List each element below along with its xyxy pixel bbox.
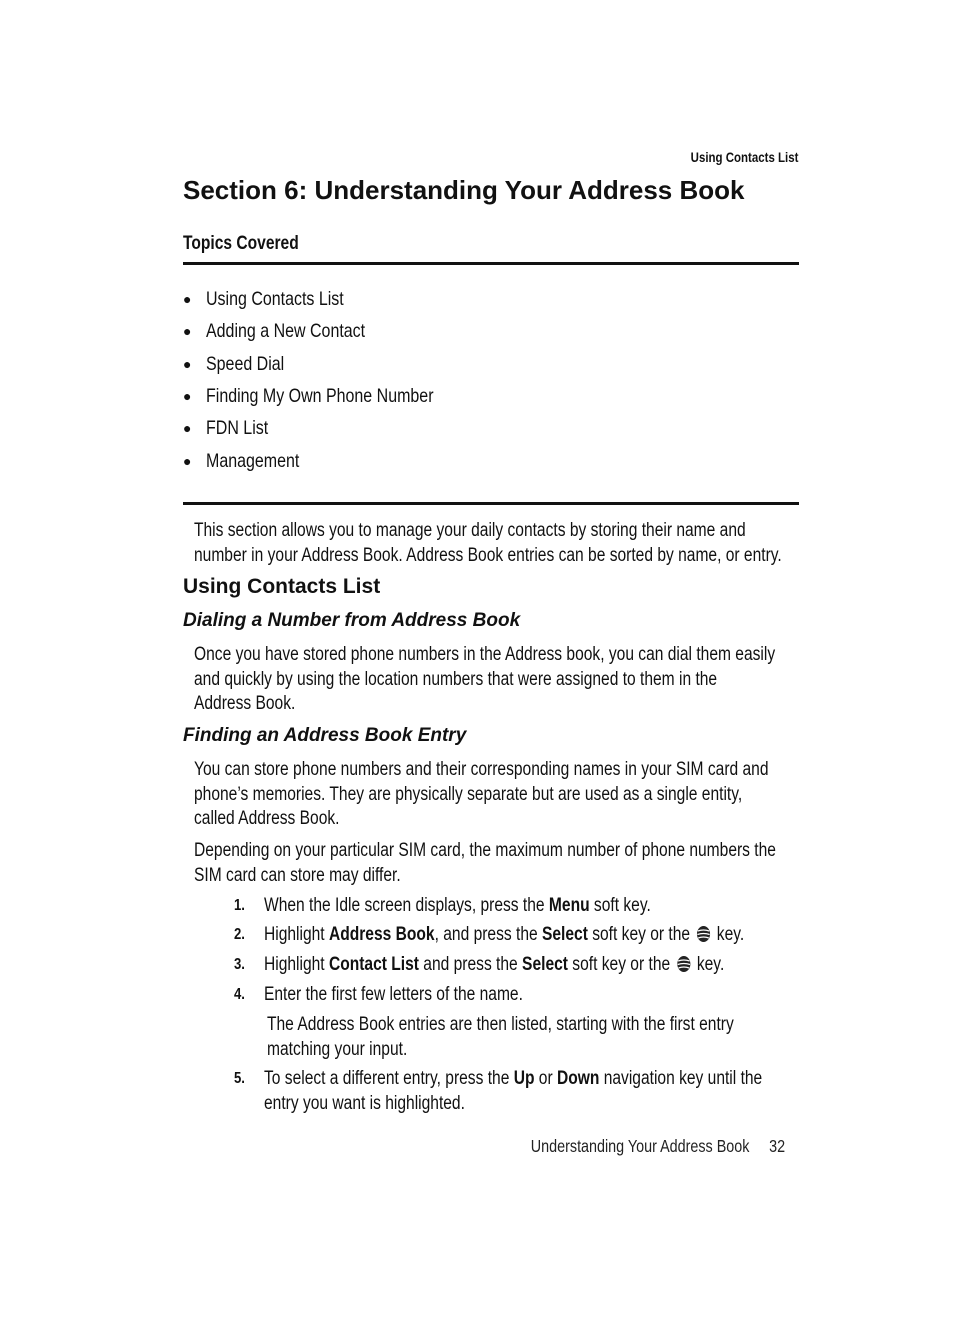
page-footer [475,1136,785,1157]
topic-label: FDN List [206,417,269,439]
topics-heading: Topics Covered [183,233,299,254]
running-head: Using Contacts List [690,149,798,165]
topic-label: Adding a New Contact [206,320,366,342]
topic-label: Finding My Own Phone Number [206,385,434,407]
finding-paragraph-1: You can store phone numbers and their corresponding names in your SIM card and phone’s memories. They are physically separate but are used as a single entity, called Address Book. [194,759,769,829]
page-number: 32 [769,1136,785,1156]
step-number: 4. [234,986,245,1003]
heading-using-contacts-list: Using Contacts List [183,575,381,598]
topic-label: Speed Dial [206,353,285,375]
topic-label: Management [206,450,300,472]
top-rule [183,262,799,265]
heading-finding-entry: Finding an Address Book Entry [183,725,467,746]
section-title: Section 6: Understanding Your Address Book [183,175,745,205]
step-number: 2. [234,926,245,943]
intro-paragraph: This section allows you to manage your daily contacts by storing their name and number in your Address Book. Address Book entries can be sorted by name, or entry. [194,520,782,566]
footer-title: Understanding Your Address Book [530,1136,750,1156]
bullet-icon: ● [183,323,192,339]
att-globe-icon [676,955,691,973]
bullet-icon: ● [183,356,192,372]
step-number: 3. [234,956,245,973]
bullet-icon: ● [183,420,192,436]
heading-dialing-number: Dialing a Number from Address Book [183,610,521,631]
dialing-paragraph: Once you have stored phone numbers in the Address book, you can dial them easily and quickly by using the location numbers that were assigned to them in the Address Book. [194,644,776,714]
bullet-icon: ● [183,388,192,404]
bullet-icon: ● [183,291,192,307]
finding-paragraph-2: Depending on your particular SIM card, the maximum number of phone numbers the SIM card can store may differ. [194,840,776,886]
topic-label: Using Contacts List [206,288,344,310]
step-number: 5. [234,1070,245,1087]
step-number: 1. [234,897,245,914]
att-globe-icon [696,925,711,943]
manual-page: Using Contacts List Section 6: Understanding Your Address Book Topics Covered ● Using Contacts List ● Adding a New Contact ● Speed Dial ● Finding My Own Phone Number ● FDN List ● Management This section allows you to manage your daily contacts by storing their name and number in your Address Book. Address Book entries can be sorted by name, or entry. Using Contacts List Dialing a Number from Address Book Once you have stored phone numbers in the Address book, you can dial them easily and quickly by using the location numbers that were assigned to them in the Address Book. Finding an Address Book Entry You can store phone numbers and their corresponding names in your SIM card and phone’s memories. They are physically separate but are used as a single entity, called Address Book. Depending on your particular SIM card, the maximum number of phone numbers the SIM card can store may differ. 1. When the Idle screen displays, press the Menu soft key. 2. Highlight Address Book, and press the Select soft key or the key. 3. Highlight Contact List and press the Select soft key or the key. 4. Enter the first few letters of the name. The Address Book entries are then listed, starting with the first entry matching your input. 5. To select a different entry, press the Up or Down navigation key until the entry you want is highlighted. Understanding Your Address Book 32 [0,0,954,1319]
bottom-rule [183,502,799,505]
step-4-note: The Address Book entries are then listed, starting with the first entry matching your input. [267,1014,734,1060]
bullet-icon: ● [183,453,192,469]
